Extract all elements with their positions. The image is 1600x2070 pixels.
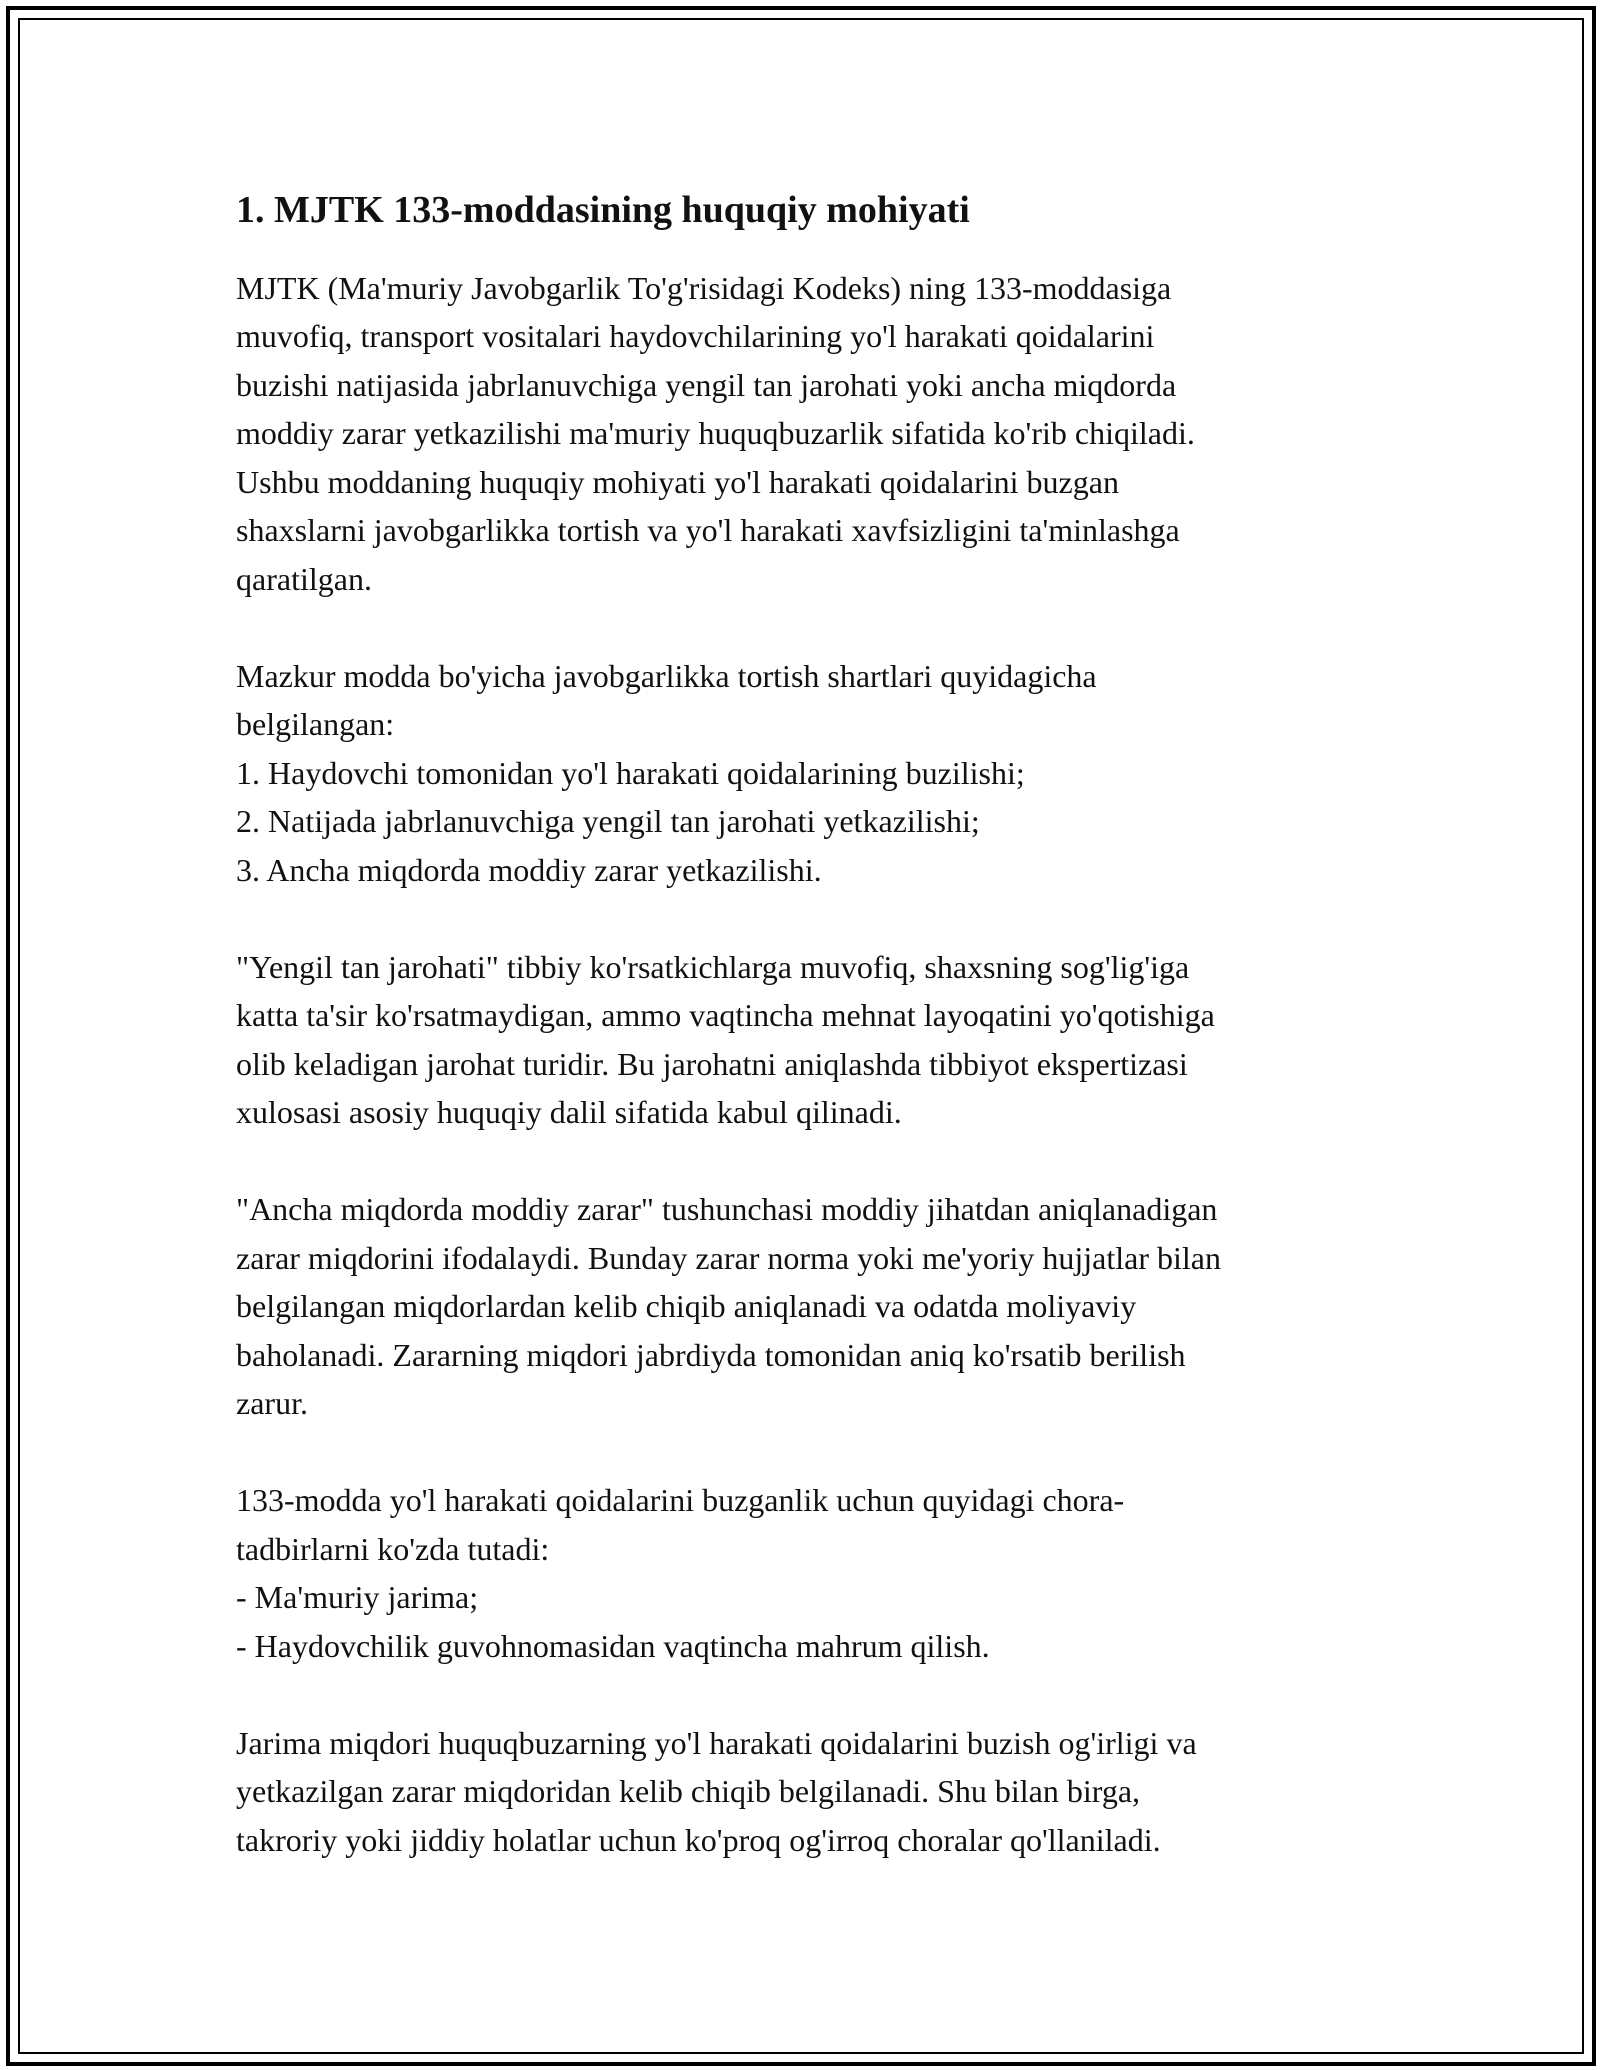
text-line: takroriy yoki jiddiy holatlar uchun ko'proq og'irroq choralar qo'llaniladi. [236,1821,1161,1858]
list-item: 3. Ancha miqdorda moddiy zarar yetkazilishi. [236,851,822,888]
text-line: qaratilgan. [236,560,372,597]
text-line: "Yengil tan jarohati" tibbiy ko'rsatkichlarga muvofiq, shaxsning sog'lig'iga [236,948,1190,985]
text-line: baholanadi. Zararning miqdori jabrdiyda tomonidan aniq ko'rsatib berilish [236,1336,1186,1373]
list-item: - Ma'muriy jarima; [236,1579,479,1616]
list-item: 1. Haydovchi tomonidan yo'l harakati qoidalarining buzilishi; [236,754,1025,791]
paragraph-legal-essence [236,264,1372,604]
document-body [236,188,1372,1913]
text-line: moddiy zarar yetkazilishi ma'muriy huquqbuzarlik sifatida ko'rib chiqiladi. [236,415,1195,452]
text-line: muvofiq, transport vositalari haydovchilarining yo'l harakati qoidalarini [236,318,1155,355]
list-item: - Haydovchilik guvohnomasidan vaqtincha mahrum qilish. [236,1627,990,1664]
text-line: Ushbu moddaning huquqiy mohiyati yo'l harakati qoidalarini buzgan [236,463,1119,500]
text-line: "Ancha miqdorda moddiy zarar" tushunchasi moddiy jihatdan aniqlanadigan [236,1191,1218,1228]
text-line: olib keladigan jarohat turidir. Bu jarohatni aniqlashda tibbiyot ekspertizasi [236,1045,1188,1082]
paragraph-fine-amount [236,1719,1372,1865]
text-line: zarar miqdorini ifodalaydi. Bunday zarar norma yoki me'yoriy hujjatlar bilan [236,1239,1221,1276]
section-heading: 1. MJTK 133-moddasining huquqiy mohiyati [236,189,970,231]
text-line: katta ta'sir ko'rsatmaydigan, ammo vaqtincha mehnat layoqatini yo'qotishiga [236,997,1215,1034]
text-line: belgilangan miqdorlardan kelib chiqib aniqlanadi va odatda moliyaviy [236,1288,1137,1325]
text-line: 133-modda yo'l harakati qoidalarini buzganlik uchun quyidagi chora- [236,1482,1125,1519]
text-line: buzishi natijasida jabrlanuvchiga yengil tan jarohati yoki ancha miqdorda [236,366,1177,403]
text-line: yetkazilgan zarar miqdoridan kelib chiqib belgilanadi. Shu bilan birga, [236,1773,1141,1810]
paragraph-material-damage [236,1185,1372,1428]
text-line: shaxslarni javobgarlikka tortish va yo'l harakati xavfsizligini ta'minlashga [236,512,1180,549]
paragraph-minor-injury [236,943,1372,1137]
text-line: tadbirlarni ko'zda tutadi: [236,1530,550,1567]
text-line: belgilangan: [236,706,395,743]
paragraph-liability-conditions [236,652,1372,895]
text-line: xulosasi asosiy huquqiy dalil sifatida kabul qilinadi. [236,1094,902,1131]
text-line: Jarima miqdori huquqbuzarning yo'l harakati qoidalarini buzish og'irligi va [236,1724,1197,1761]
text-line: Mazkur modda bo'yicha javobgarlikka tortish shartlari quyidagicha [236,657,1097,694]
list-item: 2. Natijada jabrlanuvchiga yengil tan jarohati yetkazilishi; [236,803,980,840]
paragraph-measures [236,1476,1372,1670]
text-line: MJTK (Ma'muriy Javobgarlik To'g'risidagi Kodeks) ning 133-moddasiga [236,269,1172,306]
text-line: zarur. [236,1385,308,1422]
